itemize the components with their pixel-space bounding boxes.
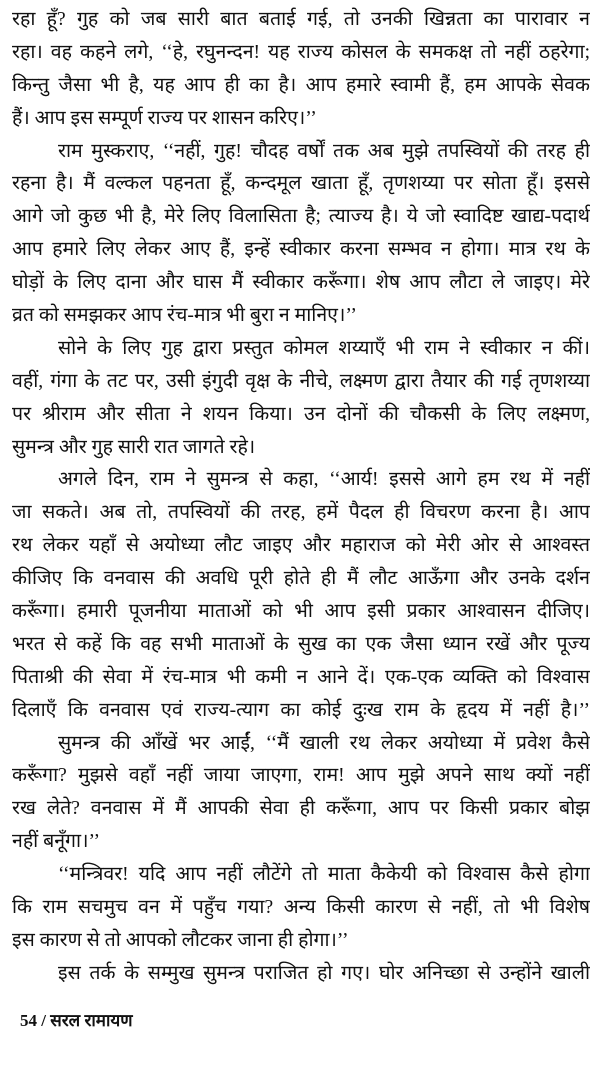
text-line: करूँगा? मुझसे वहाँ नहीं जाया जाएगा, राम! आप मुझे अपने साथ क्यों नहीं [12,765,590,787]
text-line: करूँगा। हमारी पूजनीया माताओं को भी आप इसी प्रकार आश्वासन दीजिए। [12,601,590,623]
text-line: घोड़ों के लिए दाना और घास मैं स्वीकार करूँगा। शेष आप लौटा ले जाइए। मेरे [12,272,590,294]
text-line: सुमन्त्र की आँखें भर आईं, ‘‘मैं खाली रथ लेकर अयोध्या में प्रवेश कैसे [58,732,590,754]
text-line: इस तर्क के सम्मुख सुमन्त्र पराजित हो गए। घोर अनिच्छा से उन्होंने खाली [58,962,590,984]
text-line: सुमन्त्र और गुह सारी रात जागते रहे। [12,436,256,458]
text-line: दिलाएँ कि वनवास एवं राज्य-त्याग का कोई दुःख राम के हृदय में नहीं है।’’ [12,699,590,721]
text-line: कीजिए कि वनवास की अवधि पूरी होते ही मैं लौट आऊँगा और उनके दर्शन [12,568,590,590]
text-line: वहीं, गंगा के तट पर, उसी इंगुदी वृक्ष के नीचे, लक्ष्मण द्वारा तैयार की गई तृणशय्या [12,370,590,392]
text-line: व्रत को समझकर आप रंच-मात्र भी बुरा न मानिए।’’ [12,305,357,327]
text-line: आगे जो कुछ भी है, मेरे लिए विलासिता है; त्याज्य है। ये जो स्वादिष्ट खाद्य-पदार्थ [12,206,590,228]
text-line: नहीं बनूँगा।’’ [12,831,101,853]
text-line: रख लेते? वनवास में मैं आपकी सेवा ही करूँगा, आप पर किसी प्रकार बोझ [12,798,590,820]
text-line: इस कारण से तो आपको लौटकर जाना ही होगा।’’ [12,929,349,951]
text-line: आप हमारे लिए लेकर आए हैं, इन्हें स्वीकार करना सम्भव न होगा। मात्र रथ के [12,239,590,261]
text-line: रहा। वह कहने लगे, ‘‘हे, रघुनन्दन! यह राज्य कोसल के समकक्ष तो नहीं ठहरेगा; [12,41,590,63]
page-footer: 54 / सरल रामायण [20,1011,133,1030]
text-line: रहा हूँ? गुह को जब सारी बात बताई गई, तो उनकी खिन्नता का पारावार न [12,9,590,30]
text-line: अगले दिन, राम ने सुमन्त्र से कहा, ‘‘आर्य! इससे आगे हम रथ में नहीं [58,469,590,491]
text-line: कि राम सचमुच वन में पहुँच गया? अन्य किसी कारण से नहीं, तो भी विशेष [12,897,590,919]
page-body [12,4,590,991]
text-line: जा सकते। अब तो, तपस्वियों की तरह, हमें पैदल ही विचरण करना है। आप [12,502,590,524]
text-line: भरत से कहें कि वह सभी माताओं के सुख का एक जैसा ध्यान रखें और पूज्य [12,633,590,655]
text-line: सोने के लिए गुह द्वारा प्रस्तुत कोमल शय्याएँ भी राम ने स्वीकार न कीं। [58,337,590,359]
text-line: पिताश्री की सेवा में रंच-मात्र भी कमी न आने दें। एक-एक व्यक्ति को विश्वास [12,666,590,688]
text-line: रथ लेकर यहाँ से अयोध्या लौट जाइए और महाराज को मेरी ओर से आश्वस्त [12,535,590,557]
text-line: रहना है। मैं वल्कल पहनता हूँ, कन्दमूल खाता हूँ, तृणशय्या पर सोता हूँ। इससे [12,173,590,195]
text-line: ‘‘मन्त्रिवर! यदि आप नहीं लौटेंगे तो माता कैकेयी को विश्वास कैसे होगा [58,864,590,886]
text-line: पर श्रीराम और सीता ने शयन किया। उन दोनों की चौकसी के लिए लक्ष्मण, [12,403,590,425]
text-line: राम मुस्कराए, ‘‘नहीं, गुह! चौदह वर्षों तक अब मुझे तपस्वियों की तरह ही [58,140,590,162]
text-line: किन्तु जैसा भी है, यह आप ही का है। आप हमारे स्वामी हैं, हम आपके सेवक [12,74,590,96]
text-line: हैं। आप इस सम्पूर्ण राज्य पर शासन करिए।’’ [12,107,317,129]
